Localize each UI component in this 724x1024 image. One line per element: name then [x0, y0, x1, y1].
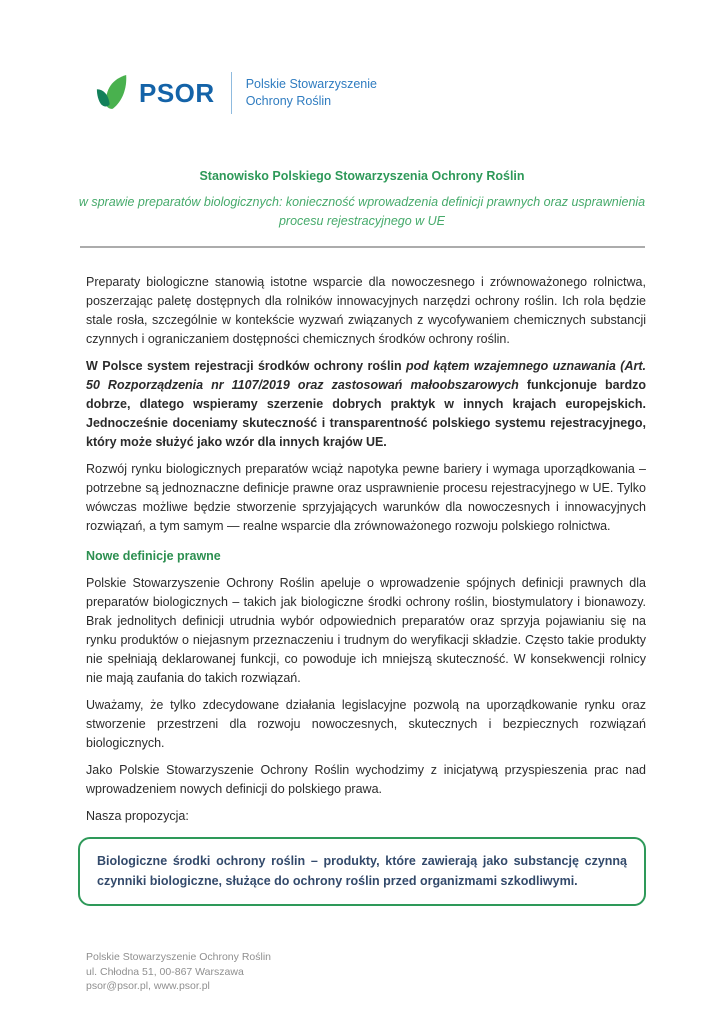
paragraph-registration-system	[86, 357, 646, 452]
horizontal-rule	[80, 246, 645, 248]
document-subtitle: w sprawie preparatów biologicznych: konieczność wprowadzenia definicji prawnych oraz usprawnienia procesu rejestracyjnego w UE	[78, 195, 646, 228]
logo-acronym: PSOR	[139, 78, 215, 108]
definition-box	[78, 837, 646, 906]
paragraph-registration-italic: pod kątem wzajemnego uznawania (Art. 50 Rozporządzenia nr 1107/2019 oraz zastosowań małoobszarowych	[86, 359, 646, 392]
paragraph-registration-end: funkcjonuje bardzo dobrze, dlatego wspieramy szerzenie dobrych praktyk w innych krajach europejskich. Jednocześnie doceniamy skuteczność i transparentność polskiego systemu rejestracyjnego, który może służyć jako wzór dla innych krajów UE.	[86, 378, 647, 449]
footer-email-web: psor@psor.pl, www.psor.pl	[86, 980, 210, 992]
logo-org-line2: Ochrony Roślin	[245, 94, 332, 108]
paragraph-registration-start: W Polsce system rejestracji środków ochrony roślin	[86, 359, 407, 373]
footer-org-name: Polskie Stowarzyszenie Ochrony Roślin	[86, 951, 271, 963]
section-heading-new-definitions: Nowe definicje prawne	[86, 549, 221, 563]
paragraph-proposal-label: Nasza propozycja:	[86, 809, 189, 823]
psor-logo	[95, 72, 377, 114]
paragraph-legislation: Uważamy, że tylko zdecydowane działania legislacyjne pozwolą na uporządkowanie rynku oraz stworzenie przestrzeni dla rozwoju nowoczesnych, skutecznych i bezpiecznych rozwiązań biologicznych.	[86, 698, 646, 750]
paragraph-appeal: Polskie Stowarzyszenie Ochrony Roślin apeluje o wprowadzenie spójnych definicji prawnych dla preparatów biologicznych – takich jak biologiczne środki ochrony roślin, biostymulatory i bionawozy. Brak jednolitych definicji utrudnia wybór odpowiednich preparatów oraz sprzyja pojawianiu się na rynku produktów o niejasnym przeznaczeniu i trudnym do weryfikacji składzie. Często takie produkty nie spełniają deklarowanej funkcji, co powoduje ich mniejszą skuteczność. W konsekwencji rolnicy nie mają zaufania do takich rozwiązań.	[86, 576, 646, 685]
paragraph-initiative: Jako Polskie Stowarzyszenie Ochrony Roślin wychodzimy z inicjatywą przyspieszenia prac nad wprowadzeniem nowych definicji do polskiego prawa.	[86, 763, 646, 796]
document-title: Stanowisko Polskiego Stowarzyszenia Ochrony Roślin	[199, 169, 525, 183]
logo-divider	[231, 72, 232, 114]
footer-contact	[86, 950, 271, 994]
paragraph-intro: Preparaty biologiczne stanowią istotne wsparcie dla nowoczesnego i zrównoważonego rolnictwa, poszerzając paletę dostępnych dla rolników innowacyjnych narzędzi ochrony roślin. Ich rola będzie stale rosła, szczególnie w kontekście wyzwań związanych z wycofywaniem chemicznych substancji czynnych i ograniczaniem dostępności chemicznych środków ochrony roślin.	[86, 275, 646, 346]
document-content	[0, 168, 724, 906]
definition-box-text: Biologiczne środki ochrony roślin – produkty, które zawierają jako substancję czynną czynniki biologiczne, służące do ochrony roślin przed organizmami szkodliwymi.	[97, 854, 627, 888]
document-body	[86, 273, 646, 906]
footer-address: ul. Chłodna 51, 00-867 Warszawa	[86, 965, 244, 978]
logo-org-name	[246, 76, 377, 110]
logo-org-line1: Polskie Stowarzyszenie	[245, 77, 377, 91]
paragraph-market-barriers: Rozwój rynku biologicznych preparatów wciąż napotyka pewne bariery i wymaga uporządkowania – potrzebne są jednoznaczne definicje prawne oraz usprawnienie procesu rejestracyjnego w UE. Tylko wówczas możliwe będzie stworzenie sprzyjających warunków dla nowoczesnych i innowacyjnych rozwiązań, a tym samym — realne wsparcie dla zrównoważonego rozwoju polskiego rolnictwa.	[86, 462, 646, 533]
leaf-checkmark-icon	[95, 74, 129, 112]
